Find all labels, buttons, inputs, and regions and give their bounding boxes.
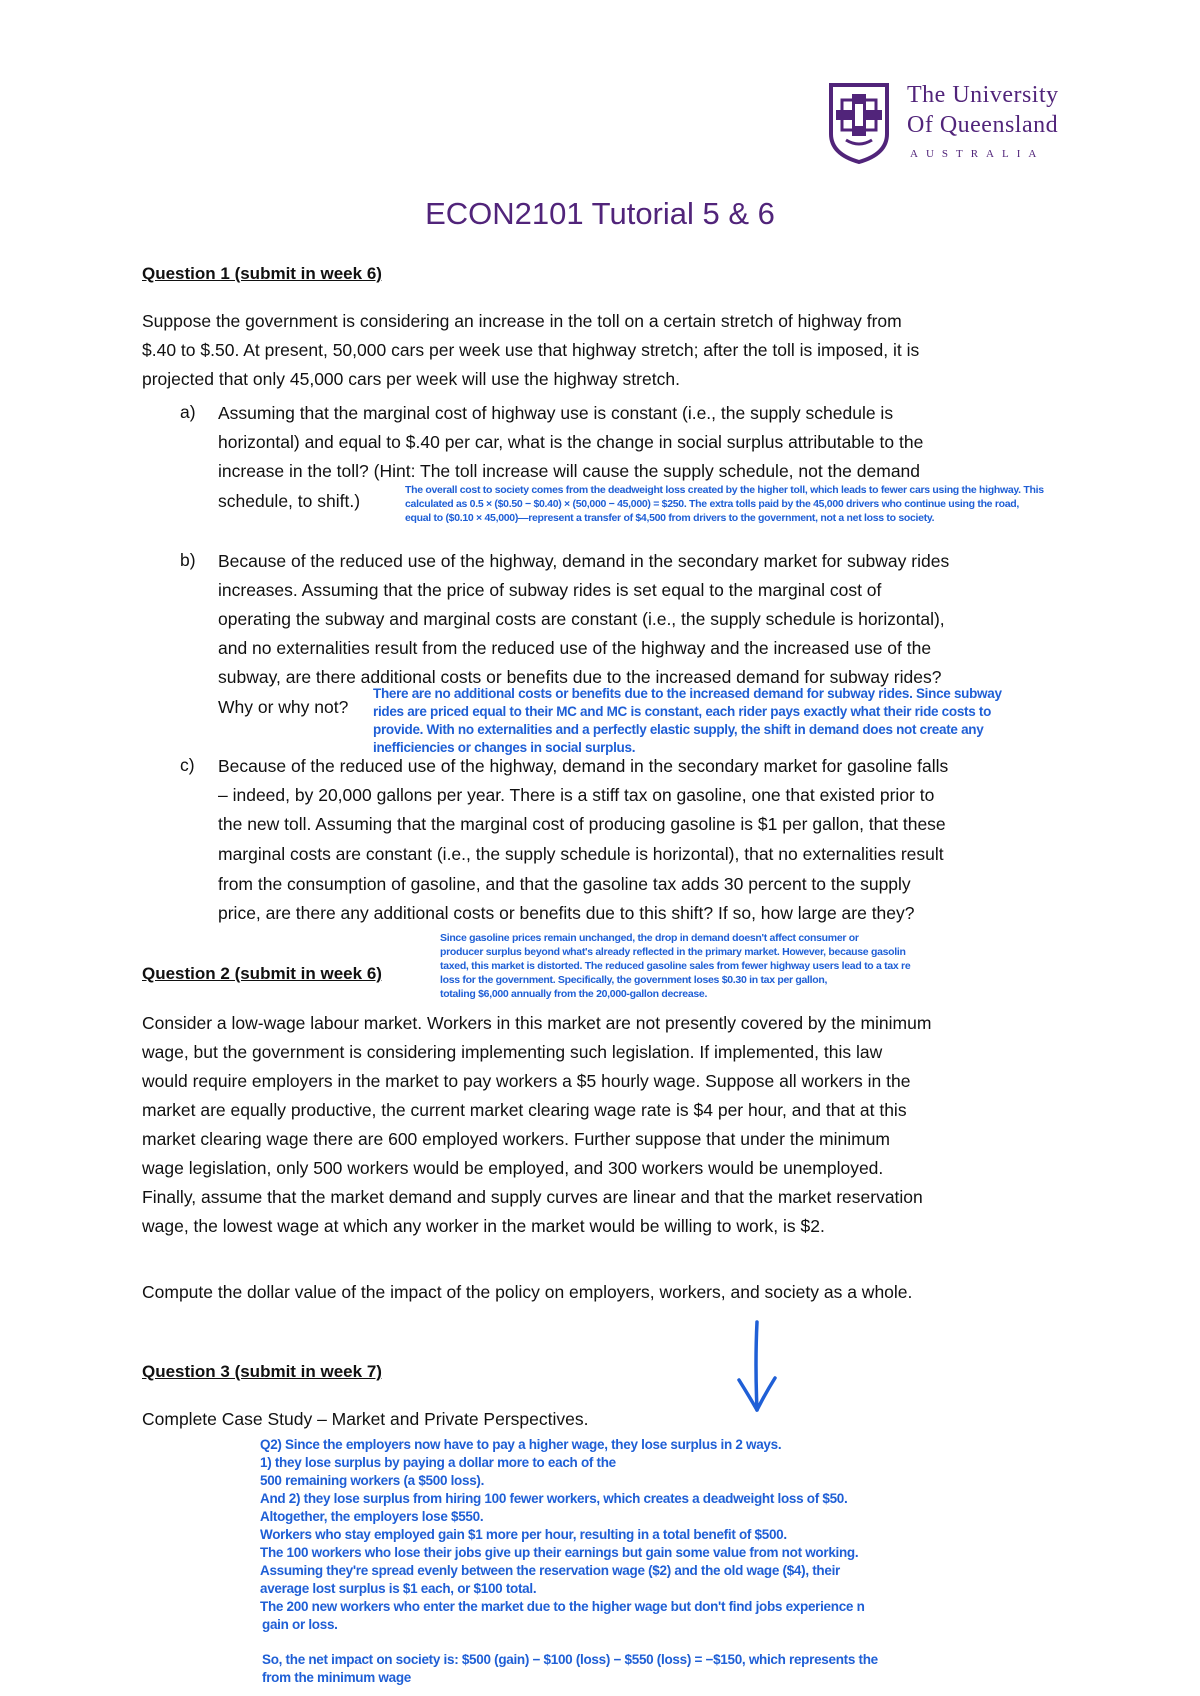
q1c-line: Because of the reduced use of the highway, demand in the secondary market for gasoline falls bbox=[218, 756, 949, 776]
q3-line: Complete Case Study – Market and Private Perspectives. bbox=[142, 1409, 589, 1429]
q1c-line: – indeed, by 20,000 gallons per year. There is a stiff tax on gasoline, one that existed prior to bbox=[218, 785, 935, 805]
q2-line: wage, the lowest wage at which any worker in the market would be willing to work, is $2. bbox=[142, 1216, 825, 1236]
uq-logo bbox=[828, 82, 1128, 168]
page-title: ECON2101 Tutorial 5 & 6 bbox=[425, 196, 775, 231]
q2-compute-line: Compute the dollar value of the impact of the policy on employers, workers, and society as a whole. bbox=[142, 1282, 913, 1302]
q1-intro-line: $.40 to $.50. At present, 50,000 cars per week use that highway stretch; after the toll is imposed, it is bbox=[142, 340, 920, 360]
q1b-marker: b) bbox=[180, 550, 196, 570]
q1c-answer-line: loss for the government. Specifically, the government loses $0.30 in tax per gallon, bbox=[440, 974, 828, 986]
q1b-line: increases. Assuming that the price of subway rides is set equal to the marginal cost of bbox=[218, 580, 882, 600]
q2-answer-line: The 200 new workers who enter the market due to the higher wage but don't find jobs experience n bbox=[260, 1599, 865, 1614]
q2-line: market are equally productive, the current market clearing wage rate is $4 per hour, and that at this bbox=[142, 1100, 907, 1120]
q1c-line: from the consumption of gasoline, and that the gasoline tax adds 30 percent to the supply bbox=[218, 874, 911, 894]
q2-answer-line: Assuming they're spread evenly between the reservation wage ($2) and the old wage ($4), their bbox=[260, 1563, 840, 1578]
q2-line: would require employers in the market to pay workers a $5 hourly wage. Suppose all workers in the bbox=[142, 1071, 911, 1091]
logo-line-3: AUSTRALIA bbox=[910, 148, 1045, 160]
q1c-marker: c) bbox=[180, 755, 195, 775]
q1a-line: increase in the toll? (Hint: The toll increase will cause the supply schedule, not the demand bbox=[218, 461, 921, 481]
q1b-line: Why or why not? bbox=[218, 697, 349, 717]
q1a-line: Assuming that the marginal cost of highway use is constant (i.e., the supply schedule is bbox=[218, 403, 894, 423]
q2-answer-line: from the minimum wage bbox=[262, 1670, 411, 1685]
q1c-answer-line: totaling $6,000 annually from the 20,000-gallon decrease. bbox=[440, 988, 708, 1000]
q1b-line: subway, are there additional costs or benefits due to the increased demand for subway rides? bbox=[218, 667, 942, 687]
q1a-marker: a) bbox=[180, 402, 196, 422]
q1a-answer-line: The overall cost to society comes from the deadweight loss created by the higher toll, which leads to fewer cars using the highway. This bbox=[405, 484, 1044, 496]
q2-answer-line: So, the net impact on society is: $500 (gain) − $100 (loss) − $550 (loss) = −$150, which represents the bbox=[262, 1652, 878, 1667]
q2-answer-line: The 100 workers who lose their jobs give up their earnings but gain some value from not working. bbox=[260, 1545, 859, 1560]
q1c-answer-line: taxed, this market is distorted. The reduced gasoline sales from fewer highway users lead to a tax re bbox=[440, 960, 911, 972]
q1b-answer-line: inefficiencies or changes in social surplus. bbox=[373, 740, 636, 755]
q1a-line: schedule, to shift.) bbox=[218, 491, 361, 511]
q1a-answer-line: equal to ($0.10 × 45,000)—represent a transfer of $4,500 from drivers to the government, not a net loss to society. bbox=[405, 512, 935, 524]
q1b-answer-line: provide. With no externalities and a perfectly elastic supply, the shift in demand does not create any bbox=[373, 722, 984, 737]
q2-line: market clearing wage there are 600 employed workers. Further suppose that under the minimum bbox=[142, 1129, 891, 1149]
q1c-line: the new toll. Assuming that the marginal cost of producing gasoline is $1 per gallon, that these bbox=[218, 814, 946, 834]
q1-intro-line: Suppose the government is considering an increase in the toll on a certain stretch of highway from bbox=[142, 311, 902, 331]
q1c-answer-line: Since gasoline prices remain unchanged, the drop in demand doesn't affect consumer or bbox=[440, 932, 859, 944]
q1a-line: horizontal) and equal to $.40 per car, what is the change in social surplus attributable to the bbox=[218, 432, 924, 452]
q2-line: Finally, assume that the market demand and supply curves are linear and that the market reservation bbox=[142, 1187, 923, 1207]
q2-answer-line: And 2) they lose surplus from hiring 100 fewer workers, which creates a deadweight loss of $50. bbox=[260, 1491, 848, 1506]
logo-line-2: Of Queensland bbox=[907, 112, 1059, 138]
q2-answer-line: Altogether, the employers lose $550. bbox=[260, 1509, 484, 1524]
q2-heading: Question 2 (submit in week 6) bbox=[142, 964, 382, 983]
q1b-line: operating the subway and marginal costs are constant (i.e., the supply schedule is horizontal), bbox=[218, 609, 945, 629]
q2-line: wage, but the government is considering implementing such legislation. If implemented, this law bbox=[142, 1042, 883, 1062]
q2-answer-line: Workers who stay employed gain $1 more per hour, resulting in a total benefit of $500. bbox=[260, 1527, 787, 1542]
q1c-line: marginal costs are constant (i.e., the supply schedule is horizontal), that no externalities result bbox=[218, 844, 944, 864]
uq-crest-icon bbox=[828, 82, 890, 164]
q2-answer-line: 1) they lose surplus by paying a dollar more to each of the bbox=[260, 1455, 616, 1470]
q1-intro-line: projected that only 45,000 cars per week will use the highway stretch. bbox=[142, 369, 680, 389]
q1b-answer-line: rides are priced equal to their MC and MC is constant, each rider pays exactly what their ride costs to bbox=[373, 704, 992, 719]
q1a-answer-line: calculated as 0.5 × ($0.50 − $0.40) × (50,000 − 45,000) = $250. The extra tolls paid by the 45,000 drivers who continue using the road, bbox=[405, 498, 1020, 510]
q1c-line: price, are there any additional costs or benefits due to this shift? If so, how large are they? bbox=[218, 903, 915, 923]
q2-line: Consider a low-wage labour market. Workers in this market are not presently covered by the minimum bbox=[142, 1013, 932, 1033]
q3-heading: Question 3 (submit in week 7) bbox=[142, 1362, 382, 1381]
q2-answer-line: average lost surplus is $1 each, or $100 total. bbox=[260, 1581, 537, 1596]
q2-answer-line: 500 remaining workers (a $500 loss). bbox=[260, 1473, 485, 1488]
hand-drawn-down-arrow-icon bbox=[735, 1318, 779, 1418]
logo-line-1: The University bbox=[907, 82, 1059, 108]
q1b-line: and no externalities result from the reduced use of the highway and the increased use of the bbox=[218, 638, 932, 658]
q2-answer-line: Q2) Since the employers now have to pay a higher wage, they lose surplus in 2 ways. bbox=[260, 1437, 782, 1452]
q2-answer-line: gain or loss. bbox=[262, 1617, 338, 1632]
q1b-answer-line: There are no additional costs or benefits due to the increased demand for subway rides. Since subway bbox=[373, 686, 1002, 701]
q1c-answer-line: producer surplus beyond what's already reflected in the primary market. However, because gasolin bbox=[440, 946, 906, 958]
q2-line: wage legislation, only 500 workers would be employed, and 300 workers would be unemployed. bbox=[142, 1158, 884, 1178]
q1-heading: Question 1 (submit in week 6) bbox=[142, 264, 382, 283]
q1b-line: Because of the reduced use of the highway, demand in the secondary market for subway rides bbox=[218, 551, 950, 571]
